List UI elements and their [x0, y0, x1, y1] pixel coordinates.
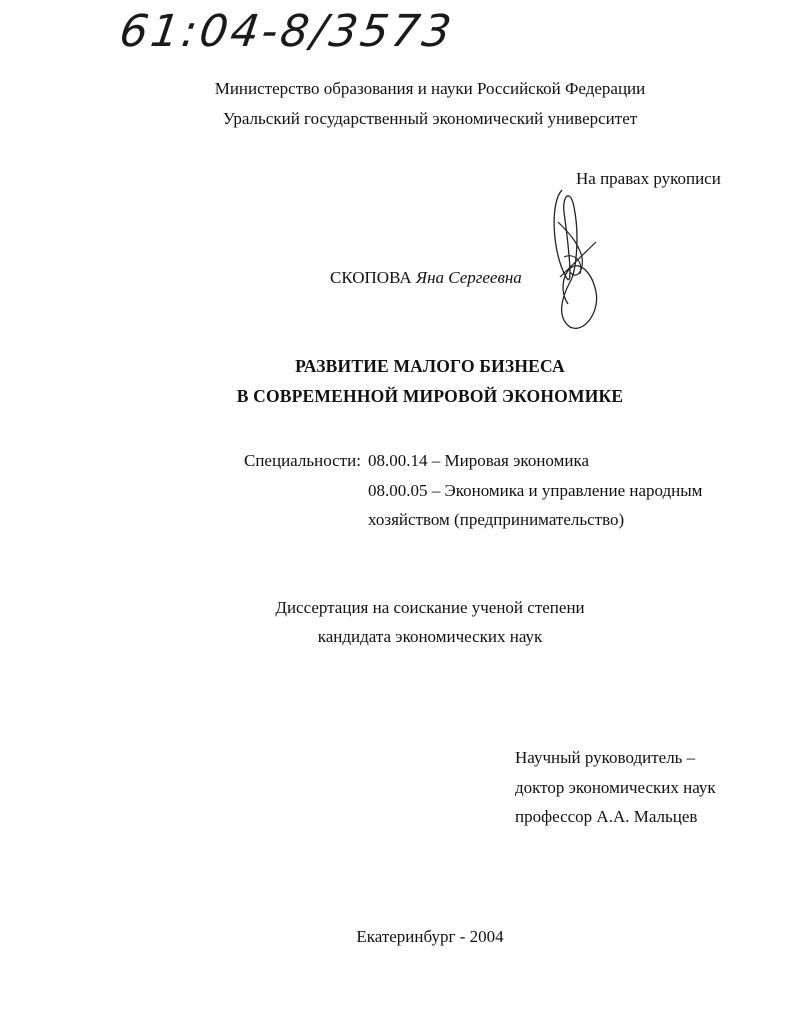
supervisor-line-3: профессор А.А. Мальцев [515, 807, 698, 826]
dissertation-line-1: Диссертация на соискание ученой степени [275, 598, 585, 617]
thesis-title-line-1: РАЗВИТИЕ МАЛОГО БИЗНЕСА [295, 356, 565, 376]
specialty-item: хозяйством (предпринимательство) [368, 510, 625, 529]
manuscript-note: На правах рукописи [576, 169, 721, 188]
university-line: Уральский государственный экономический университет [222, 109, 638, 128]
archive-code-handwritten: 61:04-8/3573 [116, 6, 458, 57]
signature-icon [540, 182, 610, 332]
specialty-item: 08.00.05 – Экономика и управление народным [368, 481, 703, 500]
thesis-title-line-2: В СОВРЕМЕННОЙ МИРОВОЙ ЭКОНОМИКЕ [236, 386, 624, 406]
author-surname: СКОПОВА [330, 268, 412, 287]
supervisor-line-2: доктор экономических наук [515, 778, 716, 797]
dissertation-line-2: кандидата экономических наук [317, 627, 543, 646]
author-name [330, 268, 522, 288]
specialty-item: 08.00.14 – Мировая экономика [368, 451, 589, 470]
ministry-line: Министерство образования и науки Российской Федерации [214, 79, 646, 98]
supervisor-line-1: Научный руководитель – [515, 748, 696, 767]
city-year: Екатеринбург - 2004 [356, 927, 504, 946]
author-given-names: Яна Сергеевна [415, 268, 522, 287]
specialties-label: Специальности: [244, 451, 361, 470]
